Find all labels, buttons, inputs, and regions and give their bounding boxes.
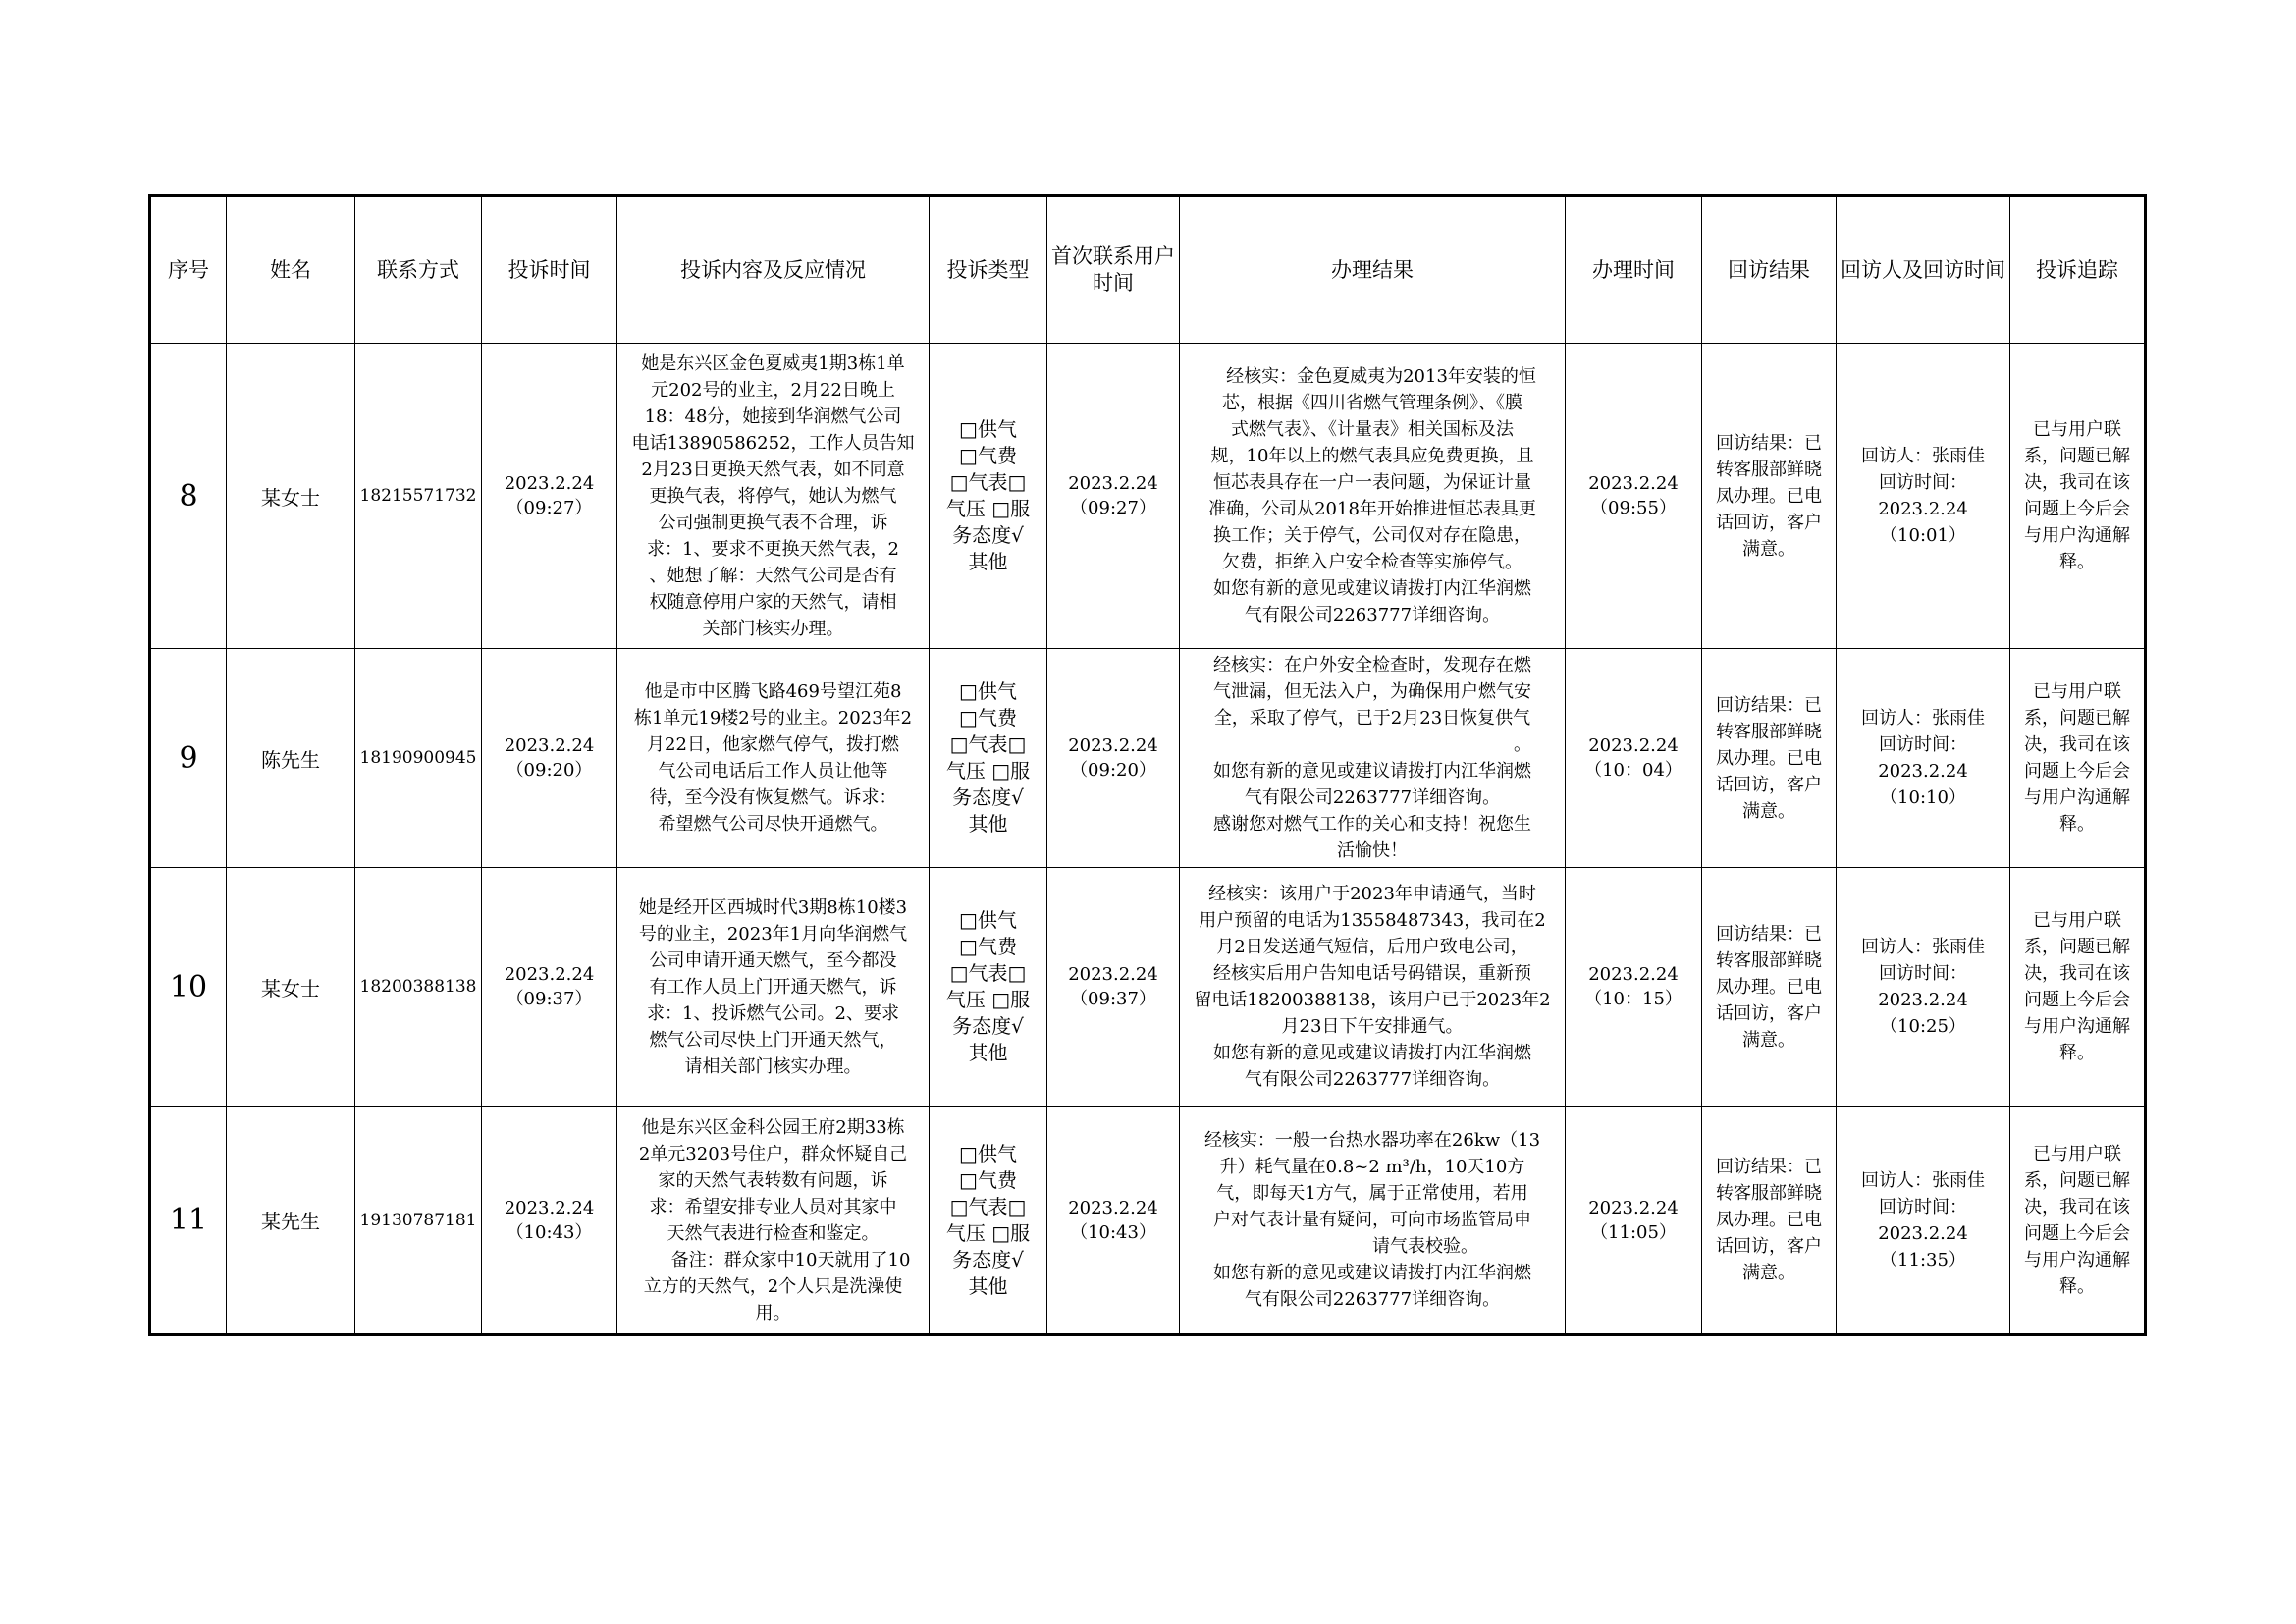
first-contact-clock: （09:27） <box>1070 498 1156 518</box>
seq-cell: 8 <box>150 344 227 649</box>
track-line: 已与用户联 <box>2033 681 2121 702</box>
track-line: 决，我司在该 <box>2024 1196 2130 1218</box>
handle-time-cell <box>1566 1107 1702 1335</box>
type-line: 气压 □服 <box>945 759 1031 783</box>
phone-cell: 18200388138 <box>355 868 482 1107</box>
content-line: 希望燃气公司尽快开通燃气。 <box>658 814 888 835</box>
track-line: 释。 <box>2059 1275 2095 1297</box>
complaint-time-cell <box>482 868 617 1107</box>
result-line: 规，10年以上的燃气表具应免费更换，且 <box>1210 446 1534 466</box>
result-line: 留电话18200388138，该用户已于2023年2 <box>1194 990 1551 1010</box>
track-line: 问题上今后会 <box>2024 990 2130 1010</box>
visitor-cell <box>1837 649 2010 868</box>
track-line: 释。 <box>2059 1043 2095 1063</box>
result-line: 芯，根据《四川省燃气管理条例》、《膜 <box>1222 393 1522 413</box>
complaint-date: 2023.2.24 <box>504 1197 595 1218</box>
content-line: 请相关部门核实办理。 <box>684 1056 862 1077</box>
visitor-line: 回访人：张雨佳 <box>1861 1169 1985 1191</box>
track-line: 决，我司在该 <box>2024 472 2130 493</box>
header-visit-result: 回访结果 <box>1702 196 1837 344</box>
result-line: 气有限公司2263777详细咨询。 <box>1244 787 1501 808</box>
table-row <box>150 649 2146 868</box>
visitor-line: 2023.2.24 <box>1878 990 1968 1010</box>
track-cell <box>2010 868 2146 1107</box>
track-cell <box>2010 649 2146 868</box>
visit-result-cell <box>1702 1107 1837 1335</box>
header-track: 投诉追踪 <box>2010 196 2146 344</box>
content-line: 求：1、投诉燃气公司。2、要求 <box>647 1002 899 1024</box>
result-line: 换工作；关于停气，公司仅对存在隐患， <box>1213 525 1531 546</box>
track-line: 决，我司在该 <box>2024 734 2130 755</box>
content-line: 2单元3203号住户，群众怀疑自己 <box>638 1143 908 1164</box>
track-line: 已与用户联 <box>2033 1143 2121 1164</box>
visitor-line: 2023.2.24 <box>1878 761 1968 782</box>
handle-date: 2023.2.24 <box>1588 1197 1679 1218</box>
result-line: 月2日发送通气短信，后用户致电公司， <box>1216 937 1528 957</box>
content-line: 公司强制更换气表不合理，诉 <box>658 512 888 533</box>
track-cell <box>2010 1107 2146 1335</box>
result-line: 欠费，拒绝入户安全检查等实施停气。 <box>1222 552 1522 572</box>
type-line: 务态度√ <box>952 523 1024 547</box>
first-contact-clock: （09:37） <box>1070 989 1156 1009</box>
header-complaint-time: 投诉时间 <box>482 196 617 344</box>
first-contact-cell <box>1047 344 1180 649</box>
content-cell <box>617 344 930 649</box>
result-line: 月23日下午安排通气。 <box>1281 1016 1464 1037</box>
visitor-line: （10:10） <box>1880 787 1966 808</box>
first-contact-clock: （10:43） <box>1070 1221 1156 1243</box>
track-line: 问题上今后会 <box>2024 1222 2130 1244</box>
table-row <box>150 868 2146 1107</box>
type-line: □气费 <box>959 444 1017 467</box>
result-line: 经核实：在户外安全检查时，发现存在燃 <box>1213 655 1531 676</box>
handle-date: 2023.2.24 <box>1588 735 1679 756</box>
content-line: 天然气表进行检查和鉴定。 <box>667 1222 880 1244</box>
visit-line: 转客服部鲜晓 <box>1716 1183 1822 1204</box>
visit-line: 满意。 <box>1742 1263 1795 1283</box>
result-line: 气，即每天1方气，属于正常使用，若用 <box>1216 1183 1528 1204</box>
type-line: □气表□ <box>949 732 1027 756</box>
visit-line: 回访结果：已 <box>1716 923 1822 945</box>
content-line: 待，至今没有恢复燃气。诉求： <box>649 787 897 808</box>
name-cell: 陈先生 <box>227 649 355 868</box>
visitor-line: 回访时间： <box>1879 1196 1967 1218</box>
content-line: 气公司电话后工作人员让他等 <box>658 761 888 782</box>
type-line: □气表□ <box>949 961 1027 985</box>
track-line: 与用户沟通解 <box>2024 525 2130 546</box>
visit-result-cell <box>1702 868 1837 1107</box>
content-line: 求：1、要求不更换天然气表，2 <box>647 538 899 560</box>
complaint-date: 2023.2.24 <box>504 735 595 756</box>
track-line: 系，问题已解 <box>2024 446 2130 466</box>
complaint-date: 2023.2.24 <box>504 964 595 985</box>
content-line: 他是东兴区金科公园王府2期33栋 <box>641 1116 905 1138</box>
phone-cell: 18215571732 <box>355 344 482 649</box>
handle-time-cell <box>1566 344 1702 649</box>
type-line: 务态度√ <box>952 1247 1024 1272</box>
content-line: 他是市中区腾飞路469号望江苑8 <box>644 681 902 702</box>
visitor-line: 回访时间： <box>1879 734 1967 755</box>
handle-time-cell <box>1566 649 1702 868</box>
visitor-line: （10:01） <box>1880 525 1966 546</box>
first-contact-cell <box>1047 1107 1180 1335</box>
first-contact-date: 2023.2.24 <box>1068 1197 1158 1218</box>
type-line: 气压 □服 <box>945 497 1031 520</box>
visit-line: 转客服部鲜晓 <box>1716 459 1822 480</box>
handle-clock: （10：04） <box>1584 760 1682 781</box>
visit-line: 凤办理。已电 <box>1716 976 1822 998</box>
first-contact-cell <box>1047 649 1180 868</box>
complaint-clock: （09:37） <box>506 989 593 1009</box>
type-line: □供气 <box>959 679 1017 703</box>
type-line: □供气 <box>959 417 1017 441</box>
result-line: 户对气表计量有疑问，可向市场监管局申 <box>1213 1210 1531 1230</box>
visit-line: 转客服部鲜晓 <box>1716 721 1822 742</box>
handle-clock: （11:05） <box>1590 1221 1677 1243</box>
type-cell <box>930 649 1047 868</box>
visitor-line: （10:25） <box>1880 1016 1966 1037</box>
visitor-cell <box>1837 868 2010 1107</box>
type-line: 其他 <box>968 550 1008 573</box>
first-contact-date: 2023.2.24 <box>1068 735 1158 756</box>
result-line: 恒芯表具存在一户一表问题，为保证计量 <box>1213 472 1531 493</box>
header-name: 姓名 <box>227 196 355 344</box>
header-row <box>150 196 2146 344</box>
track-line: 释。 <box>2059 552 2095 572</box>
complaint-table <box>148 194 2147 1336</box>
visit-line: 满意。 <box>1742 1029 1795 1051</box>
content-line: 关部门核实办理。 <box>702 618 844 639</box>
content-line: 18：48分，她接到华润燃气公司 <box>644 406 902 427</box>
content-line: 她是经开区西城时代3期8栋10楼3 <box>638 896 908 918</box>
result-line: 气泄漏，但无法入户，为确保用户燃气安 <box>1213 681 1531 702</box>
track-line: 与用户沟通解 <box>2024 787 2130 808</box>
type-cell <box>930 1107 1047 1335</box>
visit-line: 回访结果：已 <box>1716 1157 1822 1177</box>
table-body <box>150 344 2146 1335</box>
visitor-line: （11:35） <box>1880 1249 1966 1271</box>
result-line: 经核实：该用户于2023年申请通气，当时 <box>1208 884 1536 904</box>
type-line: □气费 <box>959 935 1017 958</box>
content-cell <box>617 1107 930 1335</box>
result-line: 如您有新的意见或建议请拨打内江华润燃 <box>1213 761 1531 782</box>
type-line: 其他 <box>968 1041 1008 1064</box>
complaint-clock: （09:27） <box>506 498 593 518</box>
track-line: 与用户沟通解 <box>2024 1249 2130 1271</box>
visit-line: 凤办理。已电 <box>1716 1210 1822 1230</box>
visit-line: 话回访，客户 <box>1716 774 1822 795</box>
result-line: 感谢您对燃气工作的关心和支持！祝您生 <box>1213 814 1531 835</box>
header-handle-time: 办理时间 <box>1566 196 1702 344</box>
visitor-line: 回访人：张雨佳 <box>1861 446 1985 466</box>
header-visitor: 回访人及回访时间 <box>1837 196 2010 344</box>
type-line: □供气 <box>959 1141 1017 1165</box>
visit-line: 凤办理。已电 <box>1716 485 1822 507</box>
content-line: 栋1单元19楼2号的业主。2023年2 <box>633 708 913 729</box>
result-line: 气有限公司2263777详细咨询。 <box>1244 1289 1501 1310</box>
handle-date: 2023.2.24 <box>1588 473 1679 494</box>
content-line: 有工作人员上门开通天燃气，诉 <box>649 976 897 998</box>
visitor-line: 回访人：张雨佳 <box>1861 708 1985 729</box>
result-line: 。 <box>1213 734 1531 755</box>
handle-time-cell <box>1566 868 1702 1107</box>
complaint-clock: （09:20） <box>506 760 593 781</box>
name-cell: 某先生 <box>227 1107 355 1335</box>
content-line: 、她想了解：天然气公司是否有 <box>649 565 897 586</box>
handle-date: 2023.2.24 <box>1588 964 1679 985</box>
track-line: 与用户沟通解 <box>2024 1016 2130 1037</box>
visitor-cell <box>1837 344 2010 649</box>
seq-cell: 10 <box>150 868 227 1107</box>
visit-line: 满意。 <box>1742 538 1795 560</box>
result-line: 活愉快！ <box>1337 840 1408 861</box>
visit-line: 回访结果：已 <box>1716 694 1822 716</box>
visit-line: 话回访，客户 <box>1716 512 1822 533</box>
content-line: 元202号的业主，2月22日晚上 <box>651 379 895 401</box>
result-cell <box>1180 868 1566 1107</box>
complaint-time-cell <box>482 344 617 649</box>
header-seq: 序号 <box>150 196 227 344</box>
visit-line: 满意。 <box>1742 800 1795 822</box>
result-line: 气有限公司2263777详细咨询。 <box>1244 1069 1501 1090</box>
handle-clock: （09:55） <box>1590 498 1677 518</box>
visitor-line: 2023.2.24 <box>1878 1222 1968 1244</box>
track-line: 已与用户联 <box>2033 910 2121 931</box>
result-line: 准确，公司从2018年开始推进恒芯表具更 <box>1208 499 1536 519</box>
first-contact-date: 2023.2.24 <box>1068 473 1158 494</box>
name-cell: 某女士 <box>227 344 355 649</box>
result-line: 如您有新的意见或建议请拨打内江华润燃 <box>1213 1263 1531 1283</box>
result-line: 经核实：金色夏威夷为2013年安装的恒 <box>1208 366 1536 387</box>
content-line: 号的业主，2023年1月向华润燃气 <box>638 923 908 945</box>
track-line: 释。 <box>2059 814 2095 835</box>
visit-result-cell <box>1702 344 1837 649</box>
content-cell <box>617 868 930 1107</box>
table-row <box>150 344 2146 649</box>
header-content: 投诉内容及反应情况 <box>617 196 930 344</box>
content-line: 更换气表，将停气，她认为燃气 <box>649 485 897 507</box>
header-result: 办理结果 <box>1180 196 1566 344</box>
visit-line: 凤办理。已电 <box>1716 747 1822 769</box>
track-line: 系，问题已解 <box>2024 937 2130 957</box>
track-line: 问题上今后会 <box>2024 761 2130 782</box>
complaint-time-cell <box>482 1107 617 1335</box>
complaint-time-cell <box>482 649 617 868</box>
track-line: 已与用户联 <box>2033 419 2121 440</box>
complaint-date: 2023.2.24 <box>504 473 595 494</box>
visit-line: 转客服部鲜晓 <box>1716 949 1822 971</box>
type-line: □供气 <box>959 908 1017 932</box>
content-line: 月22日，他家燃气停气，拨打燃 <box>647 734 899 755</box>
result-line: 如您有新的意见或建议请拨打内江华润燃 <box>1213 578 1531 599</box>
type-line: 其他 <box>968 812 1008 836</box>
visit-line: 话回访，客户 <box>1716 1002 1822 1024</box>
type-line: 气压 □服 <box>945 1220 1031 1245</box>
type-line: 务态度√ <box>952 1014 1024 1038</box>
first-contact-cell <box>1047 868 1180 1107</box>
type-cell <box>930 344 1047 649</box>
type-line: 其他 <box>968 1273 1008 1298</box>
content-line: 求：希望安排专业人员对其家中 <box>649 1196 897 1218</box>
type-line: 气压 □服 <box>945 988 1031 1011</box>
type-line: □气表□ <box>949 470 1027 494</box>
complaint-clock: （10:43） <box>506 1221 593 1243</box>
visitor-line: 回访时间： <box>1879 963 1967 984</box>
result-line: 气有限公司2263777详细咨询。 <box>1244 605 1501 625</box>
content-line: 公司申请开通天燃气，至今都没 <box>649 949 897 971</box>
visitor-line: 回访人：张雨佳 <box>1861 937 1985 957</box>
seq-cell: 11 <box>150 1107 227 1335</box>
track-line: 系，问题已解 <box>2024 708 2130 729</box>
name-cell: 某女士 <box>227 868 355 1107</box>
track-cell <box>2010 344 2146 649</box>
result-line: 如您有新的意见或建议请拨打内江华润燃 <box>1213 1043 1531 1063</box>
type-line: □气费 <box>959 1167 1017 1192</box>
result-cell <box>1180 1107 1566 1335</box>
visitor-cell <box>1837 1107 2010 1335</box>
phone-cell: 18190900945 <box>355 649 482 868</box>
type-line: □气费 <box>959 706 1017 730</box>
content-line: 用。 <box>755 1302 791 1324</box>
visitor-line: 回访时间： <box>1879 472 1967 493</box>
type-line: 务态度√ <box>952 785 1024 809</box>
content-cell <box>617 649 930 868</box>
track-line: 决，我司在该 <box>2024 963 2130 984</box>
result-line: 用户预留的电话为13558487343，我司在2 <box>1199 910 1546 931</box>
track-line: 系，问题已解 <box>2024 1169 2130 1191</box>
content-line: 权随意停用户家的天然气，请相 <box>649 591 897 613</box>
content-line: 家的天然气表转数有问题，诉 <box>658 1169 888 1191</box>
content-line: 她是东兴区金色夏威夷1期3栋1单 <box>641 352 905 374</box>
seq-cell: 9 <box>150 649 227 868</box>
handle-clock: （10：15） <box>1584 989 1682 1009</box>
result-line: 经核实：一般一台热水器功率在26kw（13 <box>1203 1130 1541 1151</box>
first-contact-date: 2023.2.24 <box>1068 964 1158 985</box>
result-line: 升）耗气量在0.8~2 m³/h，10天10方 <box>1219 1157 1525 1177</box>
content-line: 燃气公司尽快上门开通天然气， <box>649 1029 897 1051</box>
type-line: □气表□ <box>949 1194 1027 1218</box>
type-cell <box>930 868 1047 1107</box>
result-cell <box>1180 344 1566 649</box>
content-line: 2月23日更换天然气表，如不同意 <box>641 459 905 480</box>
phone-cell: 19130787181 <box>355 1107 482 1335</box>
track-line: 问题上今后会 <box>2024 499 2130 519</box>
result-line: 全，采取了停气，已于2月23日恢复供气 <box>1213 708 1531 729</box>
result-line: 请气表校验。 <box>1266 1236 1478 1257</box>
content-line: 备注：群众家中10天就用了10 <box>635 1249 911 1271</box>
header-first-contact: 首次联系用户时间 <box>1047 196 1180 344</box>
table-row <box>150 1107 2146 1335</box>
visit-line: 回访结果：已 <box>1716 432 1822 454</box>
header-type: 投诉类型 <box>930 196 1047 344</box>
result-cell <box>1180 649 1566 868</box>
result-line: 式燃气表》、《计量表》相关国标及法 <box>1231 419 1514 440</box>
visit-result-cell <box>1702 649 1837 868</box>
result-line: 经核实后用户告知电话号码错误，重新预 <box>1213 963 1531 984</box>
first-contact-clock: （09:20） <box>1070 760 1156 781</box>
content-line: 立方的天然气，2个人只是洗澡使 <box>643 1275 903 1297</box>
visit-line: 话回访，客户 <box>1716 1236 1822 1257</box>
header-phone: 联系方式 <box>355 196 482 344</box>
visitor-line: 2023.2.24 <box>1878 499 1968 519</box>
content-line: 电话13890586252，工作人员告知 <box>631 432 915 454</box>
